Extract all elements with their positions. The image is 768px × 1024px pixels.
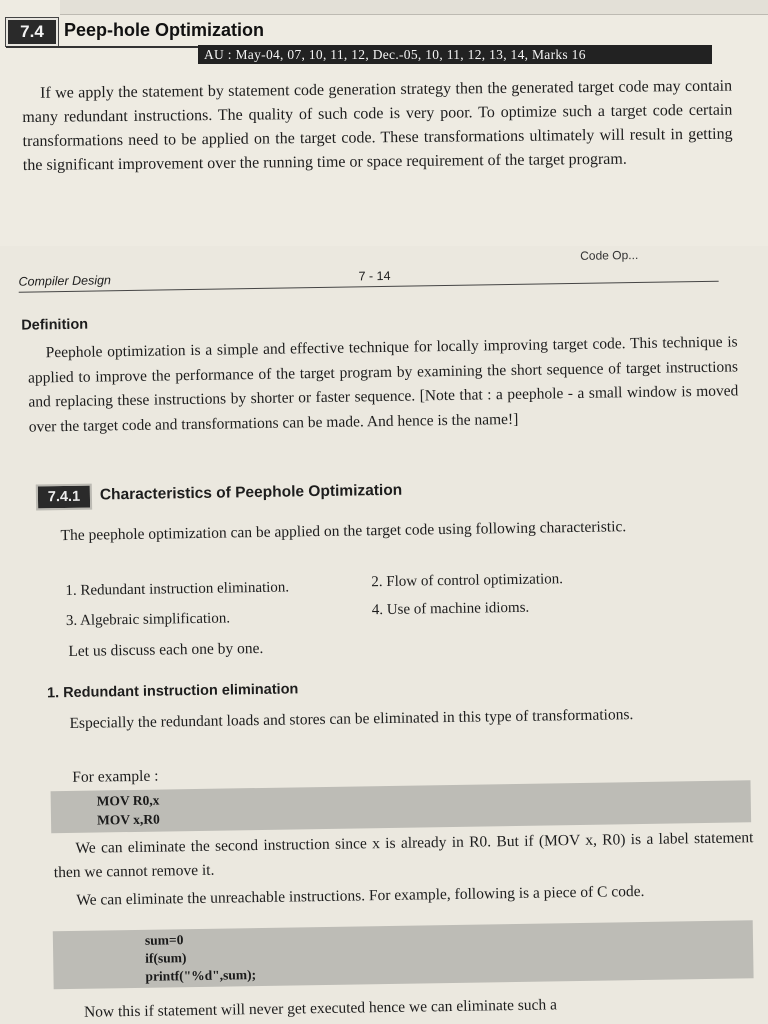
list-item: 4. Use of machine idioms. — [371, 599, 530, 619]
section-title: Peep-hole Optimization — [64, 20, 265, 40]
code-line: printf("%d",sum); — [145, 967, 257, 984]
characteristics-intro: The peephole optimization can be applied on the target code using following characteristic. — [60, 518, 627, 545]
now-paragraph: Now this if statement will never get executed hence we can eliminate such a — [83, 996, 558, 1021]
list-item: 3. Algebraic simplification. — [65, 610, 231, 630]
book-title: Compiler Design — [18, 273, 112, 289]
code-line: MOV x,R0 — [96, 811, 160, 828]
redundant-heading: 1. Redundant instruction elimination — [46, 681, 299, 702]
running-header — [18, 247, 718, 293]
code-line: if(sum) — [145, 950, 187, 966]
exam-marks-banner: AU : May-04, 07, 10, 11, 12, Dec.-05, 10, 11, 12, 13, 14, Marks 16 — [198, 45, 712, 64]
chapter-title-partial: Code Op... — [580, 247, 639, 263]
intro-paragraph: If we apply the statement by statement code generation strategy then the generated target code may contain many redundant instructions. The quality of such code is very poor. To optimize such a target code certain transformations need to be applied on the target code. These transformations ultimately will result in getting the significant improvement over the running time or space requirement of the target program. — [22, 77, 733, 174]
code-line: MOV R0,x — [96, 792, 160, 809]
previous-page-bleed — [60, 0, 768, 15]
page-number: 7 - 14 — [358, 268, 391, 284]
bottom-page-content — [0, 246, 768, 1024]
discuss-line: Let us discuss each one by one. — [68, 639, 264, 660]
definition-paragraph: Peephole optimization is a simple and effective technique for locally improving target code. This technique is applied to improve the performance of the target program by examining the short sequence of target instructions and replacing these instructions by shorter or faster sequence. [Note that : a peephole - a small window is moved over the target code and transformations can be made. And hence is the name!] — [27, 333, 739, 436]
eliminate-second-paragraph: We can eliminate the second instruction since x is already in R0. But if (MOV x, R0) is a label statement then we cannot remove it. — [53, 829, 754, 882]
subsection-title: Characteristics of Peephole Optimization — [99, 481, 403, 504]
list-item: 1. Redundant instruction elimination. — [65, 579, 290, 600]
code-block-c — [53, 920, 754, 989]
definition-heading: Definition — [21, 316, 89, 334]
for-example-label: For example : — [72, 767, 159, 786]
code-line: sum=0 — [144, 932, 184, 948]
top-page — [0, 0, 768, 246]
redundant-paragraph: Especially the redundant loads and stores can be eliminated in this type of transformations. — [69, 706, 634, 732]
bottom-page — [0, 246, 768, 1024]
code-block-mov — [51, 780, 752, 833]
section-number-badge: 7.4 — [6, 18, 58, 46]
list-item: 2. Flow of control optimization. — [371, 571, 564, 591]
eliminate-unreachable-paragraph: We can eliminate the unreachable instructions. For example, following is a piece of C code. — [76, 882, 645, 909]
subsection-number-badge: 7.4.1 — [38, 486, 90, 509]
